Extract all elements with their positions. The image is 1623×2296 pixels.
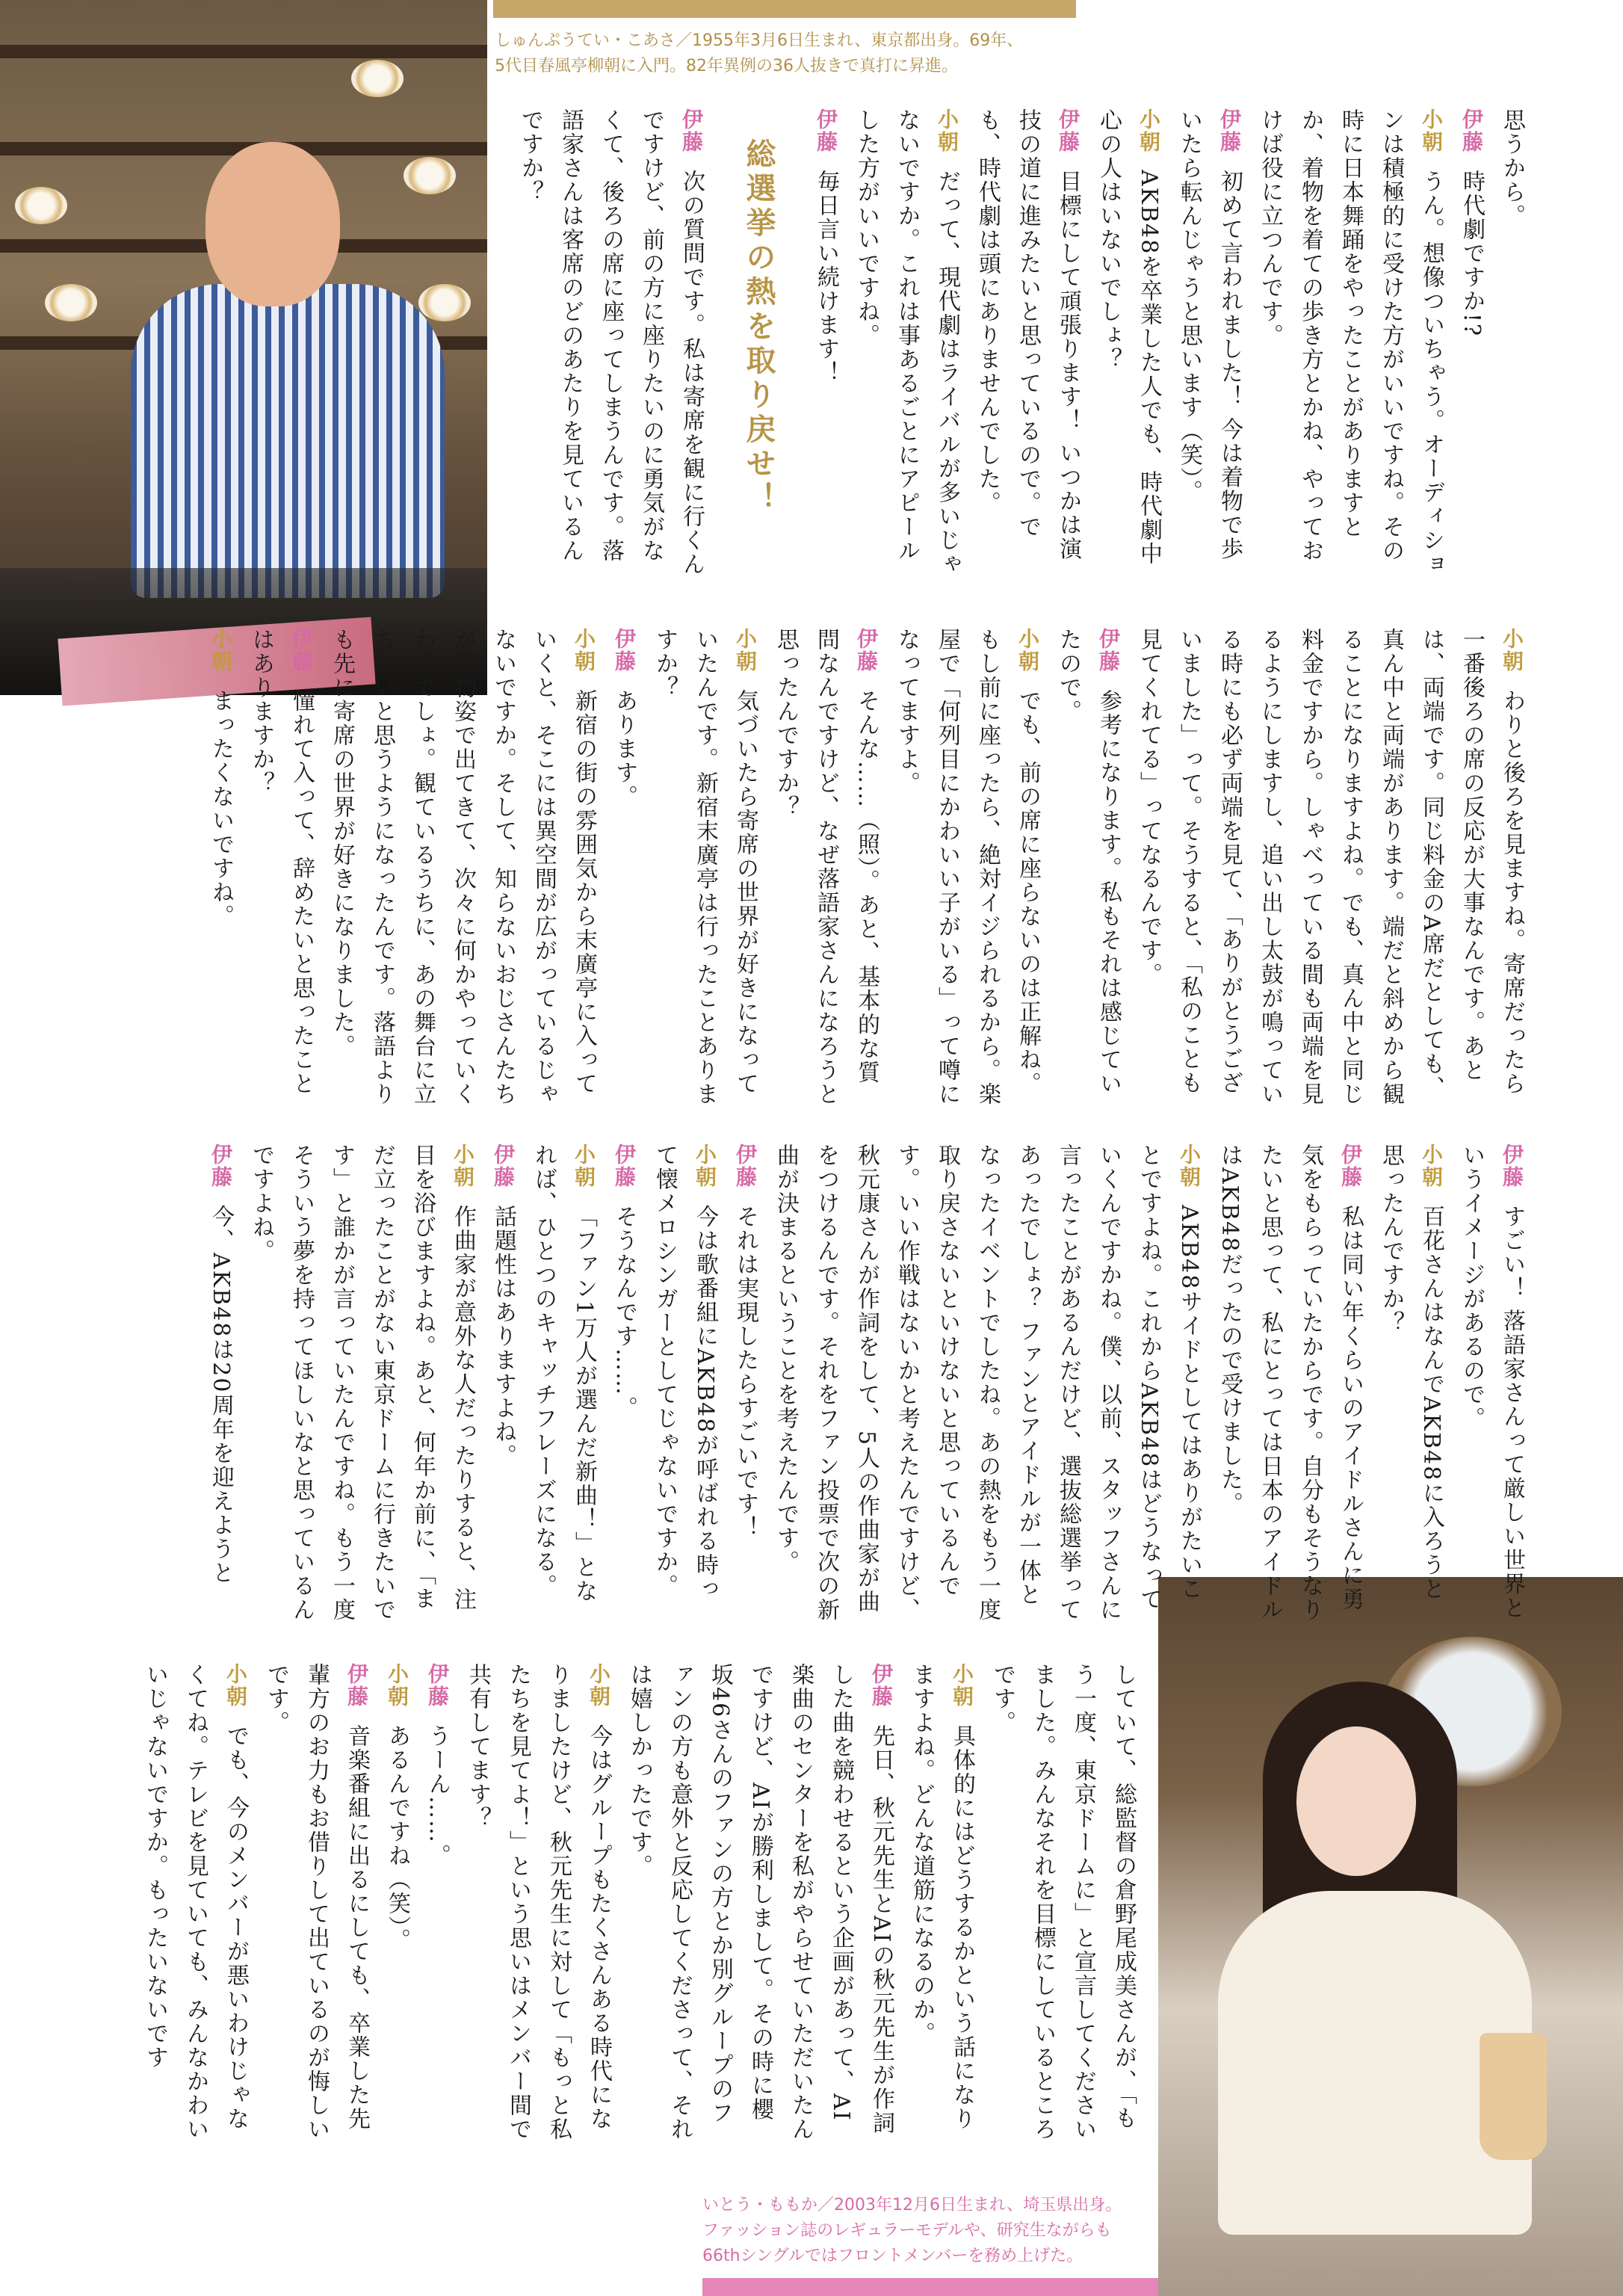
text: 今はグループもたくさんある時代になりましたけど、秋元先生に対して「もっと私たちを見てよ！」という思いはメンバー間で共有してます？ xyxy=(465,1663,612,2141)
plate xyxy=(15,187,67,224)
text: そうなんです……。 xyxy=(611,1205,637,1420)
speaker-label: 伊藤 xyxy=(1459,108,1484,153)
speaker-label: 小朝 xyxy=(1177,1144,1202,1188)
ito-profile-caption xyxy=(702,2193,1158,2269)
plate xyxy=(418,284,471,321)
paragraph xyxy=(1249,108,1451,583)
speaker-label: 小朝 xyxy=(1419,1144,1444,1188)
paragraph xyxy=(241,628,321,1106)
speaker-label: 伊藤 xyxy=(289,628,314,673)
speaker-label: 小朝 xyxy=(1419,108,1444,153)
text: でも、今のメンバーが悪いわけじゃなくてね。テレビを見ていても、みんなかわいいじゃないですか。もったいないです xyxy=(142,1663,249,2141)
text: でも、前の席に座らないのは正解ね。もし前に座ったら、絶対イジられるから。楽屋で「何列目にかわいい子がいる」って噂になってますよ。 xyxy=(894,628,1041,1106)
speaker-label: 伊藤 xyxy=(1056,108,1081,153)
paragraph xyxy=(1209,1144,1370,1622)
text: そんな……（照）。あと、基本的な質問なんですけど、なぜ落語家さんになろうと思ったんですか？ xyxy=(773,628,879,1106)
paragraph xyxy=(846,108,967,583)
paragraph xyxy=(256,1663,377,2145)
paragraph xyxy=(417,1663,457,2145)
man-head xyxy=(205,142,340,306)
paragraph xyxy=(321,628,604,1106)
text: 新宿の街の雰囲気から末廣亭に入っていくと、そこには異空間が広がっているじゃないですか。そして、知らないおじさんたちが着物姿で出てきて、次々に何かやっていくわけでしょ。観ているうちに、あの舞台に立ちたいと思うようになったんです。落語よりも先に寄席の世界が好きになりました。 xyxy=(329,628,597,1106)
article-section-4 xyxy=(142,1663,1143,2145)
speaker-label: 伊藤 xyxy=(208,1144,233,1188)
paragraph xyxy=(644,1144,725,1622)
paragraph xyxy=(806,108,846,583)
speaker-label: 伊藤 xyxy=(1338,1144,1363,1188)
text: 今は歌番組にAKB48が呼ばれる時って懐メロシンガーとしてじゃないですか。 xyxy=(652,1144,718,1602)
paragraph xyxy=(510,108,711,583)
text: 話題性はありますよね。 xyxy=(490,1205,516,1468)
plate xyxy=(45,284,97,321)
plate xyxy=(404,157,456,194)
speaker-label: 伊藤 xyxy=(869,1663,894,1708)
man-figure xyxy=(131,284,445,598)
text: うん。想像ついちゃう。オーディションは積極的に受けた方がいいですね。その時に日本舞踊をやったことがありますとか、着物を着ての歩き方とかね、やっておけば役に立つんです。 xyxy=(1257,108,1444,576)
speaker-label: 伊藤 xyxy=(425,1663,450,1708)
caption-line: しゅんぷうてい・こあさ／1955年3月6日生まれ、東京都出身。69年、 xyxy=(495,31,1024,50)
text: 初めて言われました！ 今は着物で歩いたら転んじゃうと思います（笑）。 xyxy=(1176,108,1243,561)
text: 私は同い年くらいのアイドルさんに勇気をもらっていたからです。自分もそうなりたいと思って、私にとっては日本のアイドルはAKB48だったので受けました。 xyxy=(1217,1144,1364,1622)
text: それは実現したらすごいです！ xyxy=(732,1205,758,1540)
paragraph xyxy=(377,1663,417,2145)
text: 時代劇ですか!? xyxy=(1459,170,1485,338)
text: AKB48サイドとしてはありがたいことですよね。これからAKB48はどうなっていくんですかね。僕、以前、スタッフさんに言ったことがあるんだけど、選抜総選挙ってあったでしょ？ ファンとアイドルが一体となったイベントでしたね。あの熱をもう一度取り戻さないといけないと思っているんです。いい作戦はないかと考えたんですけど、秋元康さんが作詞をして、5人の作曲家が曲をつけるんです。それをファン投票で次の新曲が決まるということを考えたんです。 xyxy=(773,1144,1202,1622)
paragraph xyxy=(604,1144,644,1622)
paragraph xyxy=(483,1144,523,1622)
text: 今、AKB48は20周年を迎えようと xyxy=(208,1205,234,1585)
section-heading: 総選挙の熱を取り戻せ！ xyxy=(741,138,776,516)
paragraph xyxy=(1491,108,1532,583)
top-accent-bar xyxy=(493,0,1076,18)
text: 思うから。 xyxy=(1499,108,1525,228)
speaker-label: 伊藤 xyxy=(854,628,879,673)
text: わりと後ろを見ますね。寄席だったら一番後ろの席の反応が大事なんです。あとは、両端です。同じ料金のA席だとしても、真ん中と両端があります。端だと斜めから観ることになりますよね。でも、真ん中と同じ料金ですから。しゃべっている間も両端を見るようにしますし、追い出し太鼓が鳴っている時にも必ず両端を見て、「ありがとうございました」って。そうすると、「私のことも見てくれてる」ってなるんです。 xyxy=(1136,628,1525,1106)
paragraph xyxy=(901,1663,982,2145)
speaker-label: 小朝 xyxy=(223,1663,248,1708)
paragraph xyxy=(725,1144,765,1622)
ito-photo xyxy=(1158,1577,1623,2296)
text: 音楽番組に出るにしても、卒業した先輩方のお力もお借りして出ているのが悔しいです。 xyxy=(263,1663,370,2141)
bottom-accent-bar xyxy=(702,2278,1158,2296)
text: すごい！ 落語家さんって厳しい世界というイメージがあるので。 xyxy=(1459,1144,1525,1620)
paragraph xyxy=(619,1663,901,2145)
text: していて、総監督の倉野尾成美さんが、「もう一度、東京ドームに」と宣言してくださいました。みんなそれを目標にしているところです。 xyxy=(989,1663,1137,2141)
caption-line: 5代目春風亭柳朝に入門。82年異例の36人抜きで真打に昇進。 xyxy=(495,57,958,75)
caption-line: いとう・ももか／2003年12月6日生まれ、埼玉県出身。 xyxy=(702,2196,1122,2215)
paragraph xyxy=(1088,108,1169,583)
text: うーん……。 xyxy=(424,1724,451,1868)
text: あります。 xyxy=(611,689,637,809)
text: 作曲家が意外な人だったりすると、注目を浴びますよね。あと、何年か前に、「まだ立ったことがない東京ドームに行きたいです」と誰かが言っていたんですね。もう一度そういう夢を持ってほしいなと思っているんですよね。 xyxy=(248,1144,476,1622)
speaker-label: 伊藤 xyxy=(1096,628,1121,673)
girl-face xyxy=(1296,1726,1416,1876)
drink-glass xyxy=(1480,2033,1547,2160)
speaker-label: 伊藤 xyxy=(1500,1144,1524,1188)
text: 百花さんはなんでAKB48に入ろうと思ったんですか？ xyxy=(1378,1144,1444,1602)
paragraph xyxy=(604,628,644,1106)
shelf xyxy=(0,45,487,58)
text: AKB48を卒業した人でも、時代劇中心の人はいないでしょ？ xyxy=(1095,108,1162,567)
article-section-2 xyxy=(120,628,1532,1106)
speaker-label: 伊藤 xyxy=(491,1144,516,1188)
paragraph xyxy=(1048,628,1128,1106)
speaker-label: 伊藤 xyxy=(344,1663,369,1708)
speaker-label: 伊藤 xyxy=(1217,108,1242,153)
caption-line: 66thシングルではフロントメンバーを務め上げた。 xyxy=(702,2247,1083,2265)
koasa-profile-caption xyxy=(495,28,1092,79)
text: あるんですね（笑）。 xyxy=(384,1724,410,1952)
speaker-label: 小朝 xyxy=(1015,628,1040,673)
paragraph xyxy=(967,108,1088,583)
text: 具体的にはどうするかという話になりますよね。どんな道筋になるのか。 xyxy=(909,1663,975,2131)
speaker-label: 伊藤 xyxy=(612,1144,637,1188)
speaker-label: 小朝 xyxy=(950,1663,974,1708)
text: まったくないですね。 xyxy=(208,689,234,928)
speaker-label: 小朝 xyxy=(587,1663,611,1708)
paragraph xyxy=(1128,628,1532,1106)
text: 参考になります。私もそれは感じていたので。 xyxy=(1055,628,1122,1096)
text: 先日、秋元先生とAIの秋元先生が作詞した曲を競わせるという企画があって、AI楽曲のセンターを私がやらせていただいたんですけど、AIが勝利しまして。その時に櫻坂46さんのファンの方とか別グループのファンの方も意外と反応してくださって、それは嬉しかったです。 xyxy=(626,1663,894,2141)
speaker-label: 伊藤 xyxy=(679,108,704,153)
speaker-label: 小朝 xyxy=(1137,108,1161,153)
speaker-label: 伊藤 xyxy=(733,1144,758,1188)
text: 目標にして頑張ります！ いつかは演技の道に進みたいと思っているので。でも、時代劇は頭にありませんでした。 xyxy=(974,108,1081,561)
text: だって、現代劇はライバルが多いじゃないですか。これは事あるごとにアピールした方がいいですね。 xyxy=(853,108,960,576)
speaker-label: 伊藤 xyxy=(814,108,838,153)
article-section-1 xyxy=(516,108,1532,583)
speaker-label: 小朝 xyxy=(208,628,233,673)
paragraph xyxy=(765,628,886,1106)
paragraph xyxy=(241,1144,483,1622)
speaker-label: 小朝 xyxy=(451,1144,475,1188)
speaker-label: 小朝 xyxy=(385,1663,409,1708)
article-section-3 xyxy=(149,1144,1532,1622)
speaker-label: 小朝 xyxy=(693,1144,717,1188)
speaker-label: 小朝 xyxy=(572,628,596,673)
paragraph xyxy=(1451,108,1491,583)
paragraph xyxy=(886,628,1048,1106)
speaker-label: 小朝 xyxy=(733,628,758,673)
text: 「ファン1万人が選んだ新曲！」となれば、ひとつのキャッチフレーズになる。 xyxy=(531,1144,597,1604)
paragraph xyxy=(644,628,765,1106)
paragraph xyxy=(982,1663,1143,2145)
text: 毎日言い続けます！ xyxy=(813,170,839,385)
text: 次の質問です。私は寄席を観に行くんですけど、前の方に座りたいのに勇気がなくて、後ろの席に座ってしまうんです。落語家さんは客席のどのあたりを見ているんですか？ xyxy=(517,108,705,576)
speaker-label: 小朝 xyxy=(935,108,959,153)
paragraph xyxy=(1169,108,1249,583)
speaker-label: 小朝 xyxy=(1500,628,1524,673)
paragraph xyxy=(765,1144,1209,1622)
paragraph xyxy=(200,628,241,1106)
text: 気づいたら寄席の世界が好きになっていたんです。新宿末廣亭は行ったことありますか？ xyxy=(652,628,758,1106)
paragraph xyxy=(200,1144,241,1622)
text: 憧れて入って、辞めたいと思ったことはありますか？ xyxy=(248,628,315,1096)
paragraph xyxy=(135,1663,256,2145)
paragraph xyxy=(1451,1144,1532,1622)
koasa-photo xyxy=(0,0,487,695)
speaker-label: 小朝 xyxy=(572,1144,596,1188)
paragraph xyxy=(1370,1144,1451,1622)
paragraph xyxy=(457,1663,619,2145)
speaker-label: 伊藤 xyxy=(612,628,637,673)
paragraph xyxy=(523,1144,604,1622)
caption-line: ファッション誌のレギュラーモデルや、研究生ながらも xyxy=(702,2221,1112,2240)
plate xyxy=(351,60,404,97)
